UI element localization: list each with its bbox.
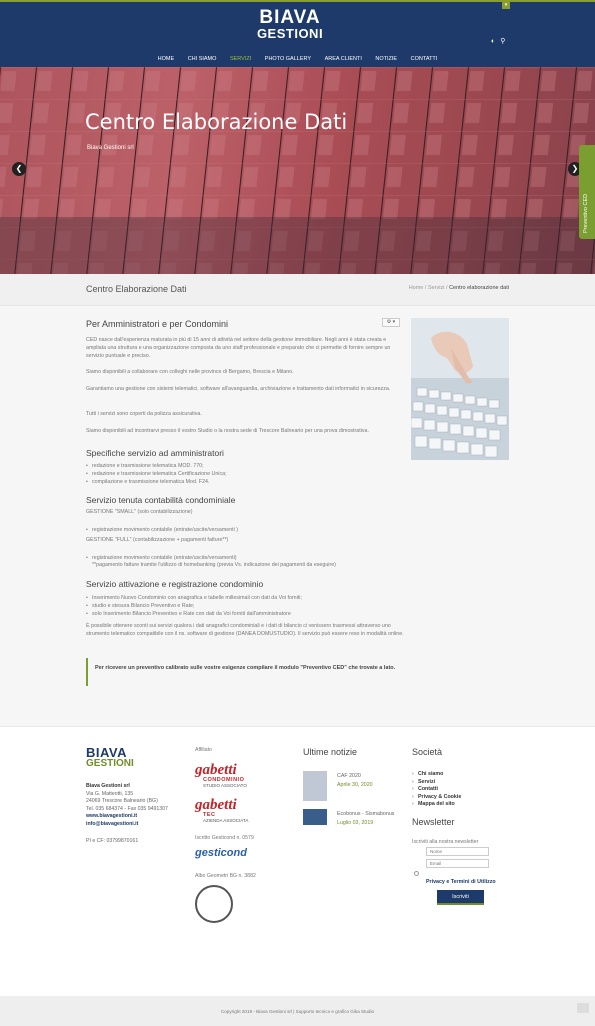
hero-slider (0, 67, 595, 274)
nav-chi-siamo[interactable]: CHI SIAMO (187, 56, 217, 62)
footer-link-contatti[interactable]: › Contatti (412, 786, 512, 794)
news-title[interactable]: CAF 2020 (337, 773, 361, 779)
footer-company-column (412, 747, 512, 905)
address-line: 24069 Trescore Balneario (BG) (86, 798, 158, 804)
footer-link-chi-siamo[interactable]: › Chi siamo (412, 771, 512, 779)
preventivo-ced-label: Preventivo CED (583, 193, 589, 233)
privacy-checkbox[interactable] (414, 871, 419, 876)
list-item: • compilazione e trasmissione telematica Mod. F24. (86, 478, 227, 486)
nav-notizie[interactable]: NOTIZIE (375, 56, 398, 62)
list-item: • Inserimento Nuovo Condominio con anagrafica e tabelle millesimali con dati da Voi forniti; (86, 594, 302, 602)
section-heading: Servizio attivazione e registrazione condominio (86, 579, 264, 589)
albo-seal-icon (195, 885, 233, 923)
footer-logo-line1: BIAVA (86, 745, 128, 760)
site-header (0, 0, 595, 67)
paragraph: Siamo disponibili ad incontrarvi presso il vostro Studio o la nostra sede di Trescore Balneario per una prova dimostrativa. (86, 428, 369, 434)
list-item: • redazione e trasmissione telematica Certificazione Unica; (86, 470, 227, 478)
slide-subtitle: Biava Gestioni srl (87, 145, 134, 151)
list-item: • registrazione movimento contabile (entrate/uscite/versamenti) (86, 554, 336, 562)
gabetti-sub: CONDOMINIO (203, 777, 245, 783)
building-facade-image (0, 67, 595, 274)
footer-link-mappa[interactable]: › Mappa del sito (412, 801, 512, 809)
page-title-bar (0, 274, 595, 306)
gabetti-wordmark: gabetti (195, 797, 237, 813)
breadcrumb-separator: / (446, 285, 450, 291)
subscribe-button[interactable]: Iscriviti (437, 890, 484, 905)
address-line: Via G. Matteotti, 135 (86, 790, 134, 797)
news-date: Luglio 03, 2019 (337, 820, 374, 826)
gabetti-sub2: STUDIO ASSOCIATO (203, 783, 247, 788)
footer-logo[interactable] (86, 747, 186, 769)
nav-home[interactable]: HOME (157, 56, 175, 62)
main-nav (0, 56, 595, 62)
logo-line2: GESTIONI (256, 26, 324, 41)
news-date: Aprile 30, 2020 (337, 782, 373, 788)
nav-contatti[interactable]: CONTATTI (410, 56, 438, 62)
discount-paragraph: È possibile ottenere sconti sui servizi qualora i dati anagrafici condominiali e i dati di bilancio ci venissero trasmessi attraverso uno strumento telematico compatibile con il ns. software di gestione (DANEA DOMUSTUDIO). Il servizio può essere reso in modalità online. (86, 623, 404, 637)
email-link[interactable]: info@biavagestioni.it (86, 820, 139, 827)
site-logo[interactable] (250, 8, 330, 40)
activation-list (86, 594, 302, 618)
spec-list (86, 462, 227, 486)
list-item: • solo Inserimento Bilancio Preventivo e Rate con dati da Voi forniti dall'amministratore (86, 610, 302, 618)
back-to-top-button[interactable] (577, 1003, 589, 1013)
nav-photo-gallery[interactable]: PHOTO GALLERY (264, 56, 312, 62)
vat-number: PI e CF: 03799870161 (86, 838, 139, 844)
privacy-checkbox-row[interactable] (412, 875, 512, 885)
section-heading: Per Amministratori e per Condomini (86, 319, 229, 329)
news-thumbnail (303, 809, 327, 825)
search-icon[interactable]: ⚲ (500, 38, 506, 45)
slider-next-arrow[interactable]: ❯ (568, 162, 582, 176)
top-toggle-button[interactable]: ▾ (502, 2, 510, 9)
site-footer (0, 726, 595, 996)
newsletter-email-input[interactable]: Email (426, 859, 489, 868)
logo-line1: BIAVA (259, 7, 321, 28)
full-plan-list (86, 554, 336, 570)
preventivo-callout: Per ricevere un preventivo calibrato sulle vostre esigenze compilare il modulo "Preventivo CED" che trovate a lato. (86, 658, 404, 686)
section-heading: Servizio tenuta contabilità condominiale (86, 495, 236, 505)
full-plan-label: GESTIONE "FULL" (contabilizzazione + pagamenti fatture**) (86, 537, 229, 543)
gabetti-tec-logo[interactable] (195, 798, 285, 823)
breadcrumb-servizi[interactable]: Servizi (427, 285, 445, 291)
paragraph: Garantiamo una gestione con sistemi telematici, software all'avanguardia, archiviazione e trattamento dati informatici in sicurezza. (86, 386, 391, 392)
nav-area-clienti[interactable]: AREA CLIENTI (324, 56, 362, 62)
small-plan-label: GESTIONE "SMALL" (solo contabilizzazione) (86, 509, 193, 515)
copyright-text: Copyright 2019 - Biava Gestioni srl | Supporto tecnico e grafico Gika Studio (220, 1009, 375, 1014)
list-item: • studio e stesura Bilancio Preventivo e Rate; (86, 602, 302, 610)
gabetti-sub: TEC (203, 812, 216, 818)
slide-title: Centro Elaborazione Dati (85, 110, 348, 134)
gabetti-condominio-logo[interactable] (195, 763, 285, 788)
breadcrumb-current: Centro elaborazione dati (449, 285, 509, 291)
paragraph: Tutti i servizi sono coperti da polizza assicurativa. (86, 411, 202, 417)
bottom-bar (0, 996, 595, 1026)
newsletter-name-input[interactable]: Nome (426, 847, 489, 856)
footer-news-column (303, 747, 403, 839)
footer-contact-column (86, 747, 186, 846)
breadcrumb-separator: / (424, 285, 428, 291)
section-heading: Specifiche servizio ad amministratori (86, 448, 224, 458)
footer-affiliations-column (195, 747, 285, 923)
albo-label: Albo Geometri BG n. 3882 (195, 873, 256, 879)
news-thumbnail (303, 771, 327, 801)
small-plan-list (86, 526, 238, 534)
news-item[interactable] (303, 771, 403, 801)
affiliate-label: Affiliato (195, 747, 212, 753)
societa-heading: Società (412, 747, 443, 757)
gabetti-sub2: AZIENDA ASSOCIATA (203, 818, 249, 823)
keyboard-image (411, 318, 509, 460)
preventivo-ced-tab[interactable] (579, 145, 595, 239)
list-item: • redazione e trasmissione telematica MOD. 770; (86, 462, 227, 470)
header-icons (491, 37, 510, 45)
intro-paragraph: CED nasce dall'esperienza maturata in più di 15 anni di attività nel settore della gestione immobiliare. Negli anni è stata creata e ampliata una struttura e una organizzazione composta da uno staff professionale e preparato che ci permette di fornire sempre un servizio puntuale e preciso. (86, 337, 391, 359)
newsletter-heading: Newsletter (412, 816, 455, 827)
paragraph: Siamo disponibili a collaborare con colleghi nelle province di Bergamo, Brescia e Milano. (86, 369, 294, 375)
footer-logo-line2: GESTIONI (86, 758, 134, 769)
news-heading: Ultime notizie (303, 747, 358, 757)
slider-prev-arrow[interactable]: ❮ (12, 162, 26, 176)
website-link[interactable]: www.biavagestioni.it (86, 813, 138, 819)
gesticond-logo[interactable]: gesticond (195, 847, 247, 859)
company-name: Biava Gestioni srl (86, 783, 130, 789)
footer-link-servizi[interactable]: › Servizi (412, 779, 512, 787)
newsletter-text: Iscriviti alla nostra newsletter (412, 838, 479, 845)
news-item[interactable] (303, 809, 403, 839)
page-title: Centro Elaborazione Dati (86, 284, 187, 294)
nav-servizi[interactable]: SERVIZI (229, 56, 252, 62)
privacy-link[interactable]: Privacy e Termini di Utilizzo (426, 878, 496, 885)
phone-fax: Tel. 035 684374 - Fax 035 9491307 (86, 805, 168, 812)
gesticond-label: Iscritto Gesticond n. 0579 (195, 835, 254, 841)
full-plan-note: **pagamento fatture tramite l'utilizzo di homebanking (previa Vs. indicazione dei pagamenti da eseguire) (92, 562, 336, 568)
list-item: • registrazione movimento contabile (entrate/uscite/versamenti ) (86, 526, 238, 534)
breadcrumb (409, 285, 509, 291)
breadcrumb-home[interactable]: Home (408, 285, 424, 291)
contrast-icon[interactable]: ◐ (491, 38, 496, 45)
news-title[interactable]: Ecobonus - Sismabonus (337, 811, 395, 817)
gear-dropdown-button[interactable]: ⚙ ▾ (382, 318, 400, 327)
gabetti-wordmark: gabetti (195, 762, 237, 778)
footer-link-privacy[interactable]: › Privacy & Cookie (412, 794, 512, 802)
